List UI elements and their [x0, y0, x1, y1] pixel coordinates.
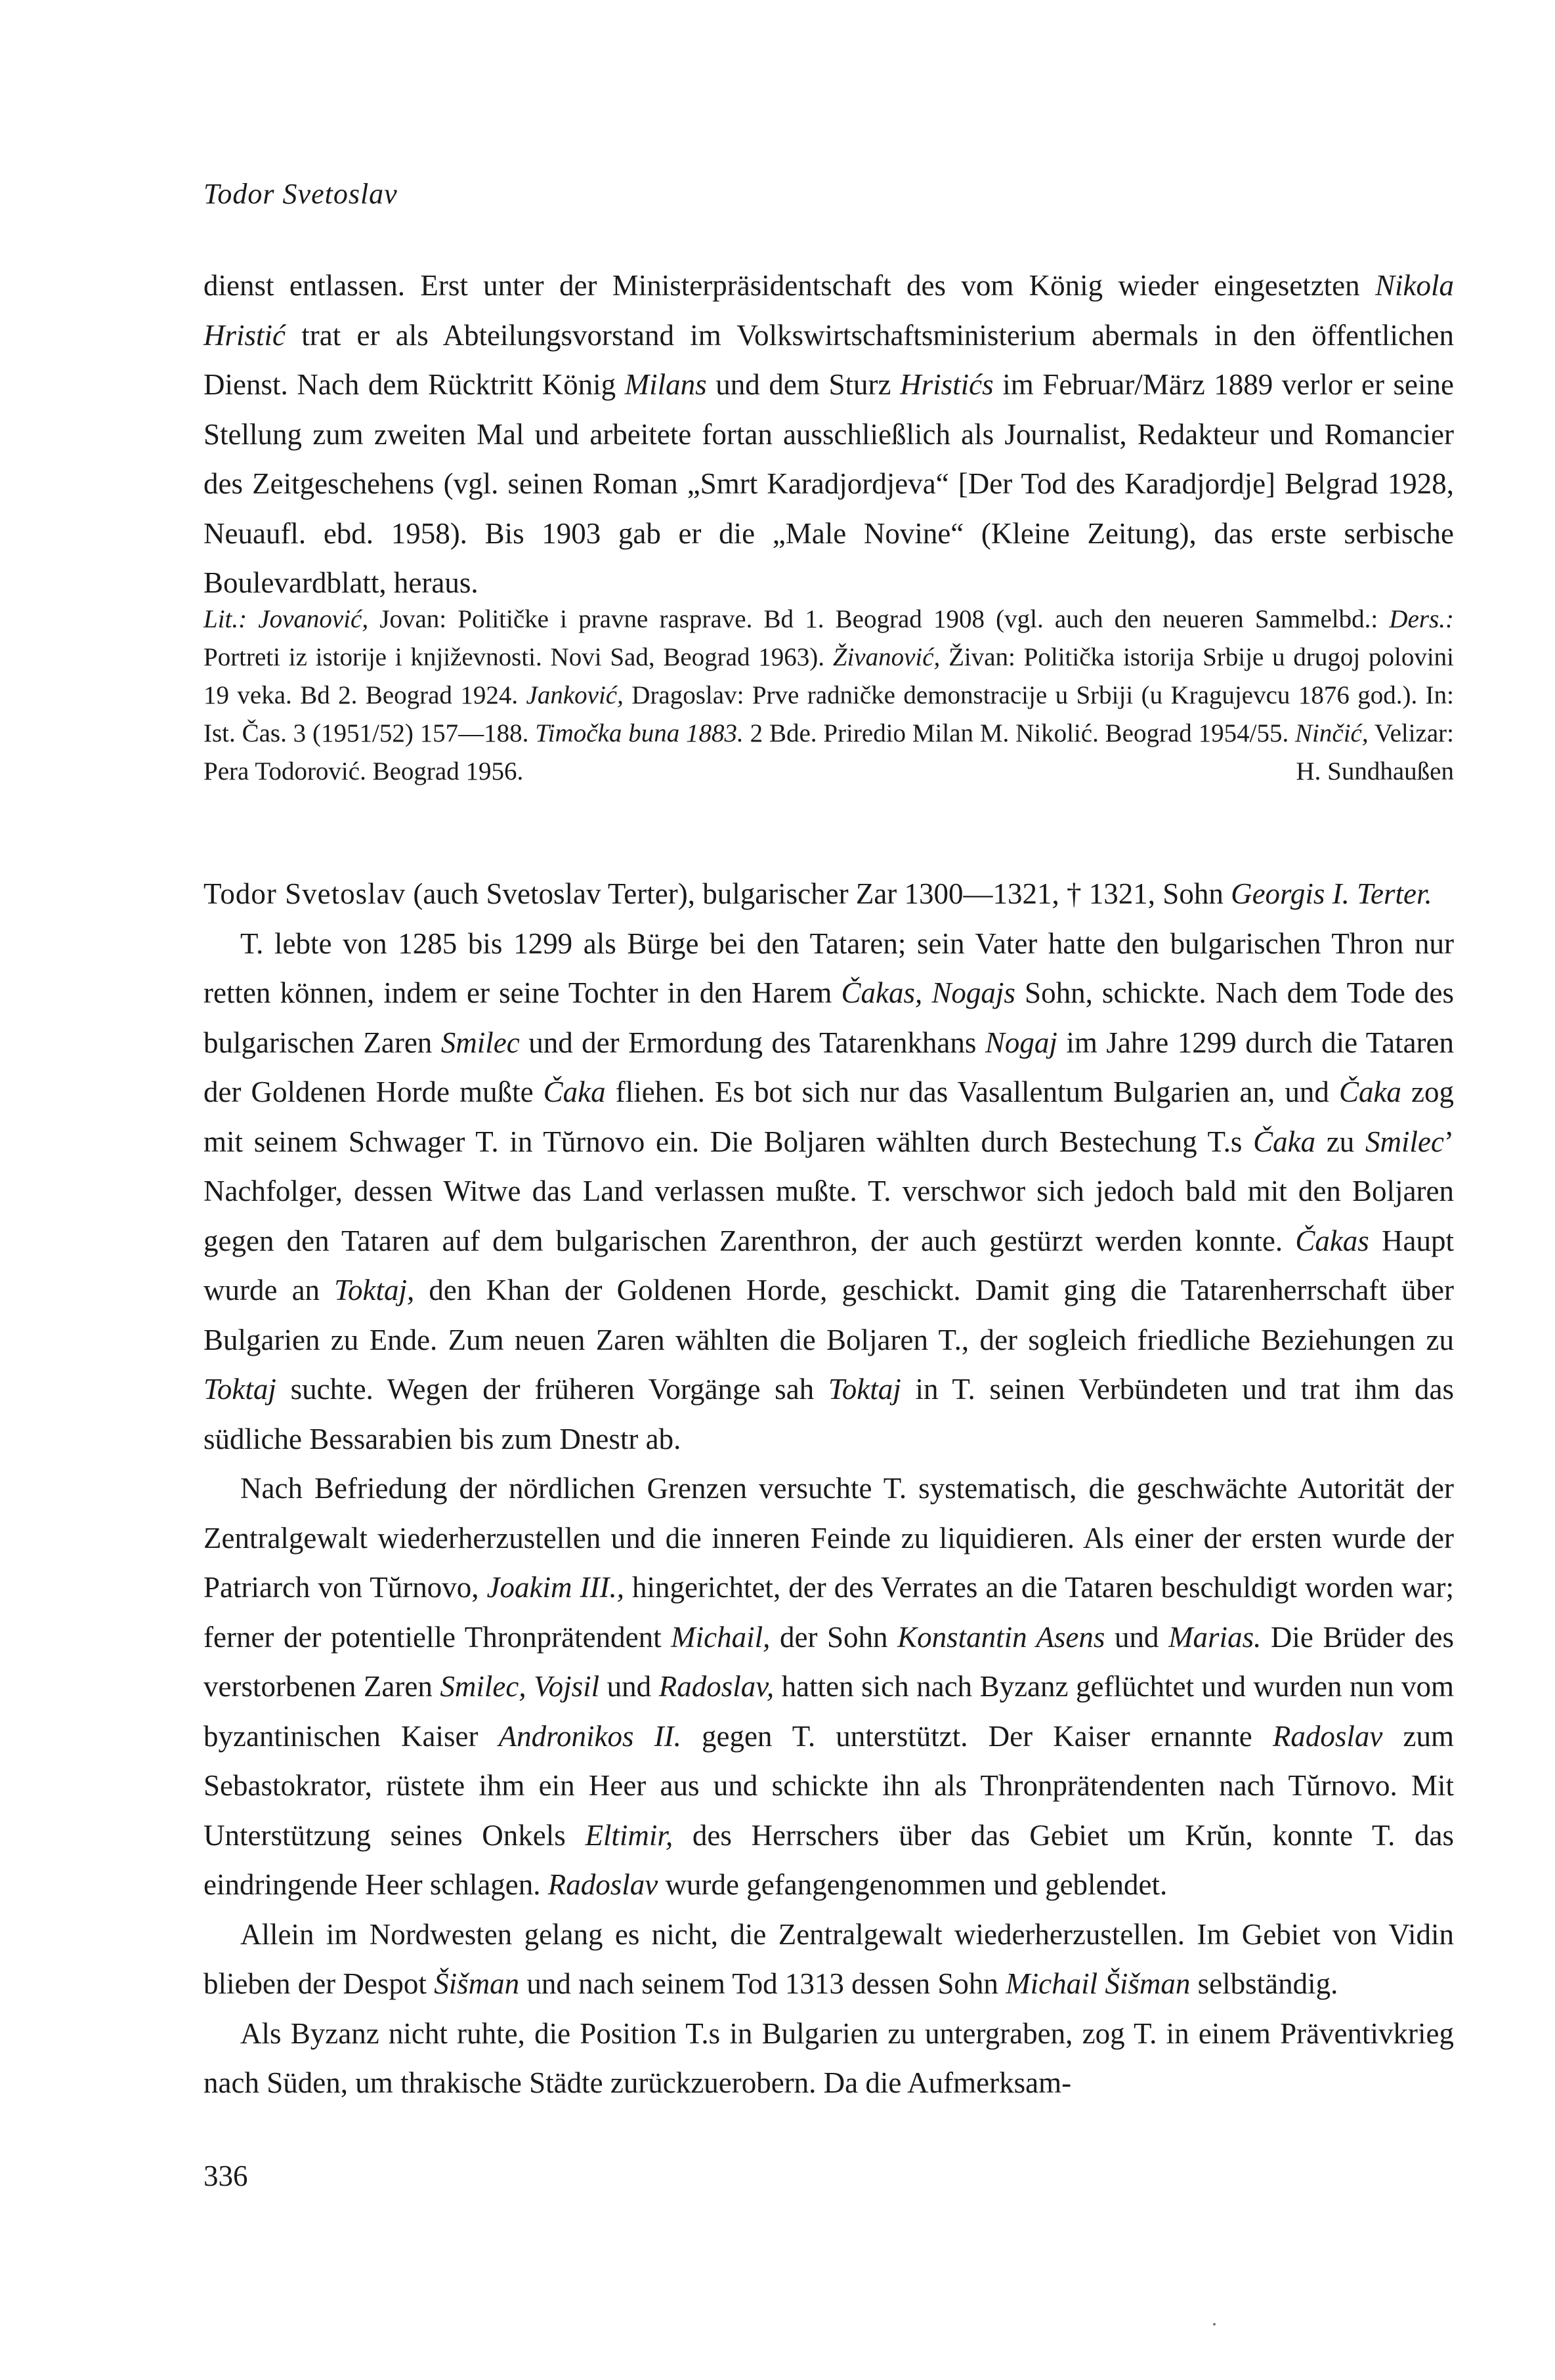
italic-run: Marias.: [1168, 1620, 1262, 1654]
italic-run: Radoslav: [547, 1868, 658, 1901]
italic-run: Janković,: [526, 681, 624, 709]
italic-run: Ders.:: [1389, 605, 1454, 633]
italic-run: Timočka buna 1883.: [535, 719, 744, 747]
italic-run: Smilec: [440, 1026, 520, 1059]
italic-run: Čaka: [1338, 1075, 1401, 1108]
entry-paragraph: Allein im Nordwesten gelang es nicht, die Zentralgewalt wiederherzustellen. Im Gebiet von Vidin blieben der Despot Šišman und nach seinem Tod 1313 dessen Sohn Michail Šišman selbständig.: [203, 1917, 1454, 2000]
italic-run: Konstantin Asens: [897, 1620, 1105, 1654]
italic-run: Šišman: [434, 1967, 520, 2000]
italic-run: Michail,: [671, 1620, 771, 1654]
italic-run: Radoslav: [1272, 1719, 1383, 1753]
italic-run: Čaka: [543, 1075, 606, 1108]
italic-run: Toktaj: [203, 1373, 276, 1406]
italic-run: Toktaj,: [334, 1274, 415, 1306]
italic-run: Eltimir,: [585, 1818, 673, 1852]
entry-paragraph: T. lebte von 1285 bis 1299 als Bürge bei den Tataren; sein Vater hatte den bulgarischen Thron nur retten können, indem er seine Tochter in den Harem Čakas, Nogajs Sohn, schickte. Nach dem Tode des bulgarischen Zaren Smilec und der Ermordung des Tatarenkhans Nogaj im Jahre 1299 durch die Tataren der Goldenen Horde mußte Čaka fliehen. Es bot sich nur das Vasallentum Bulgarien an, und Čaka zog mit seinem Schwager T. in Tŭrnovo ein. Die Boljaren wählten durch Bestechung T.s Čaka zu Smilec’ Nachfolger, dessen Witwe das Land verlassen mußte. T. verschwor sich jedoch bald mit den Boljaren gegen den Tataren auf dem bulgarischen Zarenthron, der auch gestürzt werden konnte. Čakas Haupt wurde an Toktaj, den Khan der Goldenen Horde, geschickt. Damit ging die Tatarenherrschaft über Bulgarien zu Ende. Zum neuen Zaren wählten die Boljaren T., der sogleich friedliche Beziehungen zu Toktaj suchte. Wegen der früheren Vorgänge sah Toktaj in T. seinen Verbündeten und trat ihm das südliche Bessarabien bis zum Dnestr ab.: [203, 927, 1455, 1455]
italic-run: Nogaj: [985, 1026, 1057, 1059]
italic-run: Nikola Hristić: [203, 269, 1454, 352]
literature-author: H. Sundhaußen: [1296, 757, 1454, 785]
running-head: Todor Svetoslav: [203, 178, 398, 210]
italic-run: Milans: [624, 368, 707, 401]
italic-run: Radoslav,: [658, 1670, 775, 1703]
italic-run: Smilec, Vojsil: [440, 1670, 600, 1703]
lexicon-entry: [203, 869, 1454, 2108]
italic-run: Joakim III.,: [486, 1571, 624, 1604]
italic-run: Lit.: Jovanović,: [203, 605, 369, 633]
italic-run: Čakas: [1295, 1224, 1369, 1257]
entry-paragraph: Nach Befriedung der nördlichen Grenzen versuchte T. systematisch, die geschwächte Autorität der Zentralgewalt wiederherzustellen und die inneren Feinde zu liquidieren. Als einer der ersten wurde der Patriarch von Tŭrnovo, Joakim III., hingerichtet, der des Verrates an die Tataren beschuldigt worden war; ferner der potentielle Thronprätendent Michail, der Sohn Konstantin Asens und Marias. Die Brüder des verstorbenen Zaren Smilec, Vojsil und Radoslav, hatten sich nach Byzanz geflüchtet und wurden nun vom byzantinischen Kaiser Andronikos II. gegen T. unterstützt. Der Kaiser ernannte Radoslav zum Sebastokrator, rüstete ihm ein Heer aus und schickte ihn als Thronprätendenten nach Tŭrnovo. Mit Unterstützung seines Onkels Eltimir, des Herrschers über das Gebiet um Krŭn, konnte T. das eindringende Heer schlagen. Radoslav wurde gefangengenommen und geblendet.: [203, 1472, 1455, 1901]
italic-run: Čaka: [1253, 1125, 1316, 1158]
italic-run: Hristićs: [900, 368, 994, 401]
italic-run: Toktaj: [828, 1373, 901, 1406]
page-number: 336: [203, 2160, 248, 2192]
italic-run: Smilec: [1365, 1125, 1444, 1158]
italic-run: Michail Šišman: [1006, 1967, 1191, 2000]
continued-paragraph: dienst entlassen. Erst unter der Ministerpräsidentschaft des vom König wieder eingesetzten Nikola Hristić trat er als Abteilungsvorstand im Volkswirtschaftsministerium abermals in den öffentlichen Dienst. Nach dem Rücktritt König Milans und dem Sturz Hristićs im Februar/März 1889 verlor er seine Stellung zum zweiten Mal und arbeitete fortan ausschließlich als Journalist, Redakteur und Romancier des Zeitgeschehens (vgl. seinen Roman „Smrt Karadjordjeva“ [Der Tod des Karadjordje] Belgrad 1928, Neuaufl. ebd. 1958). Bis 1903 gab er die „Male Novine“ (Kleine Zeitung), das erste serbische Boulevardblatt, heraus.: [203, 269, 1454, 599]
italic-run: Andronikos II.: [498, 1719, 681, 1753]
italic-run: Ninčić,: [1295, 719, 1369, 747]
scan-speck: [1213, 2323, 1216, 2326]
entry-paragraph: Als Byzanz nicht ruhte, die Position T.s in Bulgarien zu untergraben, zog T. in einem Präventivkrieg nach Süden, um thrakische Städte zurückzuerobern. Da die Aufmerksam-: [203, 2016, 1454, 2099]
italic-run: Živanović,: [832, 643, 941, 671]
literature-section: [203, 600, 1454, 791]
literature-list: Lit.: Jovanović, Jovan: Političke i pravne rasprave. Bd 1. Beograd 1908 (vgl. auch den neueren Sammelbd.: Ders.: Portreti iz istorije i književnosti. Novi Sad, Beograd 1963). Živanović, Živan: Politička istorija Srbije u drugoj polovini 19 veka. Bd 2. Beograd 1924. Janković, Dragoslav: Prve radničke demonstracije u Srbiji (u Kragujevcu 1876 god.). In: Ist. Čas. 3 (1951/52) 157—188. Timočka buna 1883. 2 Bde. Priredio Milan M. Nikolić. Beograd 1954/55. Ninčić, Velizar: Pera Todorović. Beograd 1956.: [203, 605, 1455, 785]
italic-run: Georgis I. Terter.: [1231, 877, 1432, 910]
italic-run: Čakas, Nogajs: [841, 976, 1015, 1009]
entry-header: [203, 869, 1454, 919]
entry-headword: Todor Svetoslav: [203, 877, 406, 910]
entry-header-rest: (auch Svetoslav Terter), bulgarischer Zar 1300—1321, † 1321, Sohn Georgis I. Terter.: [406, 877, 1432, 910]
